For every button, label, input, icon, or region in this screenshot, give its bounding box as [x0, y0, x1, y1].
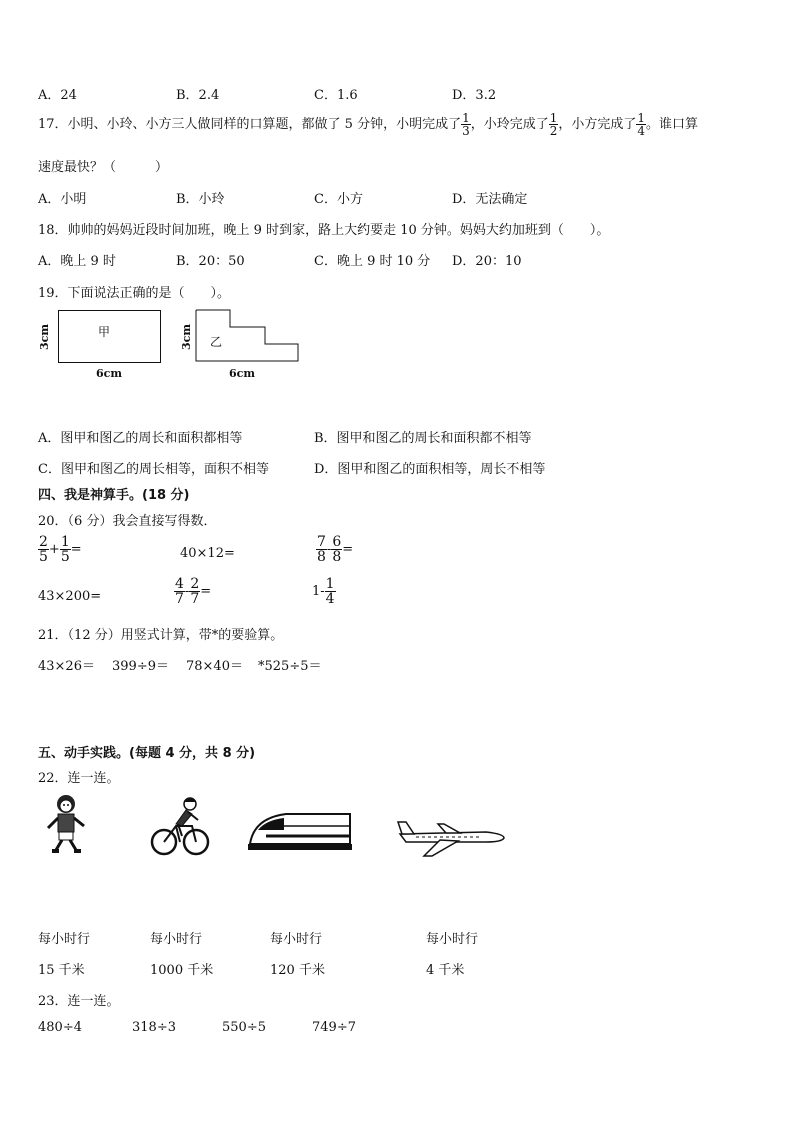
q23-item: 749÷7 [312, 1020, 356, 1035]
speed-prefix: 每小时行 [426, 932, 479, 947]
q16-option-d: D．3.2 [452, 88, 497, 103]
q17-prefix: 17．小明、小玲、小方三人做同样的口算题，都做了 5 分钟，小明完成了 [38, 117, 462, 132]
q21-item: 399÷9＝ [112, 659, 169, 674]
figure-yi-width-label: 6cm [229, 367, 255, 380]
speed-value: 4 千米 [426, 963, 465, 978]
q17-option-c: C．小方 [314, 192, 363, 207]
q23-item: 480÷4 [38, 1020, 82, 1035]
q20-item-d: 43×200= [38, 589, 102, 604]
q17-mid1: ，小玲完成了 [470, 117, 549, 132]
speed-value: 120 千米 [270, 963, 325, 978]
figure-jia-label: 甲 [98, 325, 111, 339]
q21-item: 43×26＝ [38, 659, 95, 674]
q19-option-d: D．图甲和图乙的面积相等，周长不相等 [314, 462, 546, 477]
figure-yi-label: 乙 [210, 335, 223, 349]
speed-value: 15 千米 [38, 963, 85, 978]
q20-item-f: 1- $\frac{1}{4}$ [312, 576, 335, 607]
q19-option-c: C．图甲和图乙的周长相等，面积不相等 [38, 462, 269, 477]
q18-option-c: C．晚上 9 时 10 分 [314, 254, 431, 269]
fraction: $\frac{1}{3}$ [462, 111, 470, 138]
q16-option-c: C．1.6 [314, 88, 358, 103]
fraction: $\frac{1}{2}$ [549, 111, 558, 138]
figure-jia-height-label: 3cm [38, 324, 51, 350]
q18-question: 18．帅帅的妈妈近段时间加班，晚上 9 时到家，路上大约要走 10 分钟。妈妈大约加班到（ ）。 [38, 223, 610, 238]
train-picture [246, 808, 356, 854]
q17-line2: 速度最快？（ ） [38, 160, 169, 175]
section4-title: 四、我是神算手。(18 分) [38, 488, 190, 503]
q16-option-b: B．2.4 [176, 88, 220, 103]
q20-item-c: $\frac{7}{8}$ - $\frac{6}{8}$ = [317, 534, 354, 565]
q20-item-e: $\frac{4}{7}$ - $\frac{2}{7}$ = [175, 576, 212, 607]
q17-question [38, 112, 698, 137]
q17-option-d: D．无法确定 [452, 192, 528, 207]
q17-suffix: 。谁口算 [646, 117, 699, 132]
q18-option-d: D．20：10 [452, 254, 522, 269]
q21-question: 21．（12 分）用竖式计算，带*的要验算。 [38, 628, 284, 643]
q19-option-a: A．图甲和图乙的周长和面积都相等 [38, 431, 243, 446]
q18-option-b: B．20：50 [176, 254, 245, 269]
q19-question: 19．下面说法正确的是（ ）。 [38, 286, 231, 301]
figure-jia-width-label: 6cm [96, 367, 122, 380]
speed-prefix: 每小时行 [150, 932, 203, 947]
q23-item: 550÷5 [222, 1020, 266, 1035]
speed-prefix: 每小时行 [38, 932, 91, 947]
q20-question: 20．（6 分）我会直接写得数． [38, 514, 217, 529]
q20-item-a: $\frac{2}{5}$ + $\frac{1}{5}$ = [39, 534, 82, 565]
q22-question: 22．连一连。 [38, 771, 120, 786]
fraction: $\frac{1}{4}$ [637, 111, 646, 138]
q19-option-b: B．图甲和图乙的周长和面积都不相等 [314, 431, 532, 446]
q20-item-b: 40×12= [180, 546, 235, 561]
q23-question: 23．连一连。 [38, 994, 120, 1009]
speed-prefix: 每小时行 [270, 932, 323, 947]
speed-value: 1000 千米 [150, 963, 214, 978]
q16-option-a: A．24 [38, 88, 77, 103]
q17-option-a: A．小明 [38, 192, 87, 207]
section5-title: 五、动手实践。(每题 4 分，共 8 分) [38, 746, 256, 761]
q23-item: 318÷3 [132, 1020, 176, 1035]
figure-yi-height-label: 3cm [180, 324, 193, 350]
cyclist-picture [150, 796, 210, 858]
q17-mid2: ，小方完成了 [558, 117, 637, 132]
airplane-picture [396, 818, 508, 858]
q18-option-a: A．晚上 9 时 [38, 254, 116, 269]
q21-item: 78×40＝ [186, 659, 243, 674]
girl-walking-picture [44, 792, 88, 854]
q17-option-b: B．小玲 [176, 192, 225, 207]
q21-item: *525÷5＝ [258, 659, 322, 674]
